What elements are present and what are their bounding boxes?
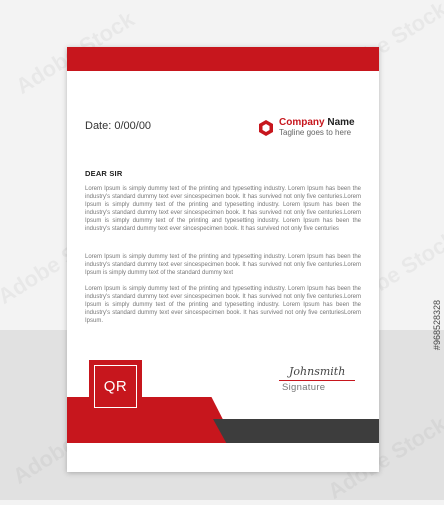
qr-code-placeholder [89, 360, 142, 413]
qr-label: QR [103, 378, 128, 395]
body-paragraph: Lorem Ipsum is simply dummy text of the printing and typesetting industry. Lorem Ipsum has been the industry's standard dummy text ever sincespecimen book. It has survived not only five centuries.Lorem Ipsum is simply dummy text of the printing and typesetting industry. Lorem Ipsum has been the industry's standard dummy text ever sincespecimen book. It has survived not only five centuries.Lorem Ipsum is simply dummy text of the printing and typesetting industry. Lorem Ipsum has been the industry's standard dummy text ever sincespecimen book. It has survived not only five centuries [85, 186, 361, 232]
qr-frame [94, 365, 137, 408]
header-band [67, 47, 379, 71]
salutation: DEAR SIR [85, 169, 123, 178]
signature-line [279, 380, 355, 381]
body-paragraph: Lorem Ipsum is simply dummy text of the printing and typesetting industry. Lorem Ipsum has been the industry's standard dummy text ever sincespecimen book. It has survived not only five centuries.Lorem Ipsum is simply dummy text of the printing and typesetting industry. Lorem Ipsum has been the industry's standard dummy text ever sincespecimen book. It has survived not only five centuriesLorem Ipsum. [85, 286, 361, 324]
signature-script: Johnsmith [289, 365, 346, 378]
footer-dark-shape [213, 419, 379, 443]
signature-label: Signature [282, 382, 326, 393]
company-name: Company Name [279, 117, 355, 128]
stock-id: #968528328 [432, 300, 442, 351]
letterhead-page [67, 47, 379, 472]
date-text: Date: 0/00/00 [85, 120, 152, 132]
body-paragraph: Lorem Ipsum is simply dummy text of the printing and typesetting industry. Lorem Ipsum has been the industry's standard dummy text ever sincespecimen book. It has survived not only five centuries.Lorem Ipsum is simply dummy text of the standard dummy text [85, 254, 361, 276]
hexagon-logo-icon [257, 119, 275, 137]
company-tagline: Tagline goes to here [279, 128, 352, 137]
